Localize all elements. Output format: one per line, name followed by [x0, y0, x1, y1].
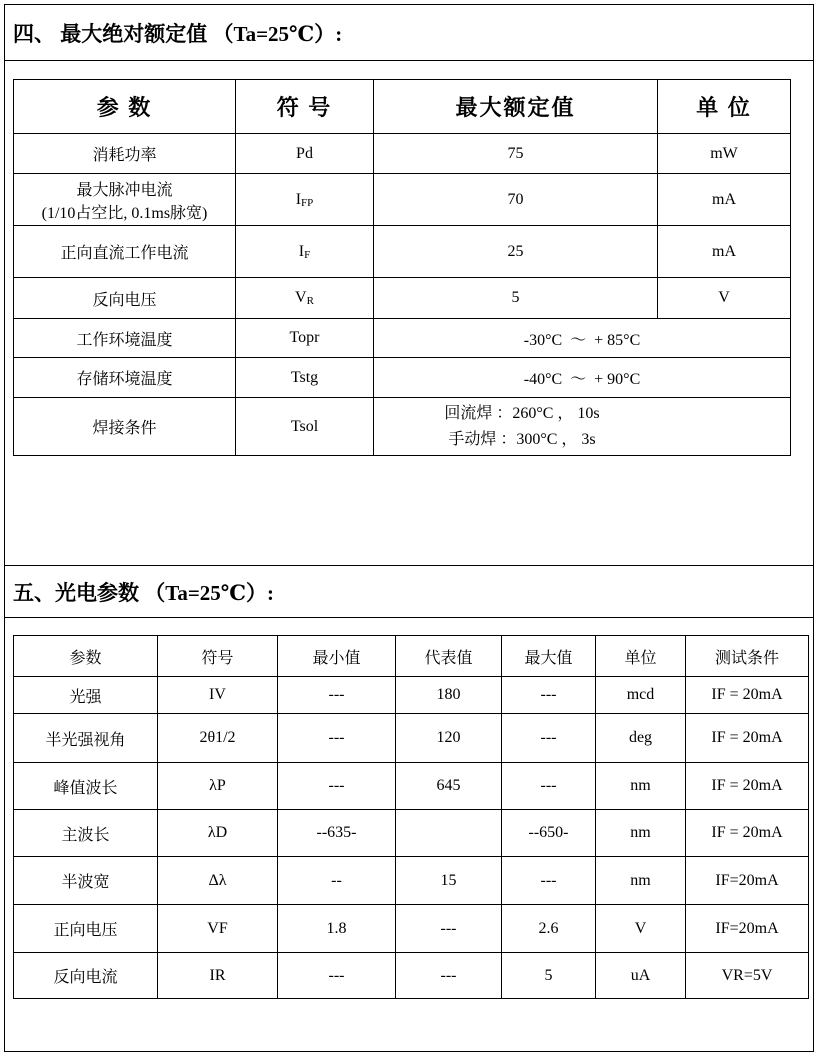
param-cell: 存储环境温度	[14, 358, 236, 398]
value-cell: -40°C ～ + 90°C	[374, 358, 791, 398]
param-cell: 焊接条件	[14, 398, 236, 456]
min-cell: ---	[278, 763, 396, 810]
table-row	[14, 174, 791, 226]
table-row	[14, 398, 791, 456]
header-symbol: 符 号	[236, 80, 374, 134]
header-max-value: 最大额定值	[374, 80, 658, 134]
table-row	[14, 763, 809, 810]
min-cell: ---	[278, 677, 396, 714]
unit-cell: nm	[596, 857, 686, 905]
section-title-max-ratings: 四、 最大绝对额定值 （Ta=25℃）:	[5, 5, 813, 61]
max-cell: ---	[502, 677, 596, 714]
value-cell: 5	[374, 278, 658, 319]
header-max: 最大值	[502, 636, 596, 677]
symbol-main: I	[295, 190, 302, 208]
condition-cell: IF = 20mA	[686, 763, 809, 810]
symbol-cell: λP	[158, 763, 278, 810]
max-cell: ---	[502, 714, 596, 763]
symbol-cell: Tsol	[236, 398, 374, 456]
max-cell: ---	[502, 763, 596, 810]
section-title-optical-params: 五、光电参数 （Ta=25℃）:	[5, 565, 813, 618]
typical-cell: 180	[396, 677, 502, 714]
param-cell: 光强	[14, 677, 158, 714]
unit-cell: uA	[596, 953, 686, 999]
unit-cell: mcd	[596, 677, 686, 714]
condition-cell: IF = 20mA	[686, 810, 809, 857]
param-cell: 半波宽	[14, 857, 158, 905]
symbol-cell: IV	[158, 677, 278, 714]
param-cell: 半光强视角	[14, 714, 158, 763]
unit-cell: mA	[658, 174, 791, 226]
param-line: 最大脉冲电流	[76, 181, 173, 199]
header-test-condition: 测试条件	[686, 636, 809, 677]
header-unit: 单 位	[658, 80, 791, 134]
table-header-row	[14, 636, 809, 677]
symbol-cell: IR	[158, 953, 278, 999]
typical-cell: 645	[396, 763, 502, 810]
table-row	[14, 714, 809, 763]
header-typical: 代表值	[396, 636, 502, 677]
param-cell: 正向电压	[14, 905, 158, 953]
max-cell: --650-	[502, 810, 596, 857]
condition-cell: VR=5V	[686, 953, 809, 999]
condition-cell: IF = 20mA	[686, 677, 809, 714]
value-cell: 25	[374, 226, 658, 278]
symbol-subscript: F	[304, 248, 311, 261]
param-note: (1/10占空比, 0.1ms脉宽)	[41, 204, 208, 222]
value-cell: -30°C ～ + 85°C	[374, 319, 791, 358]
table-row	[14, 953, 809, 999]
typical-cell: 15	[396, 857, 502, 905]
symbol-cell: Pd	[236, 134, 374, 174]
typical-cell: ---	[396, 905, 502, 953]
unit-cell: deg	[596, 714, 686, 763]
condition-cell: IF=20mA	[686, 905, 809, 953]
value-cell: 70	[374, 174, 658, 226]
header-symbol: 符号	[158, 636, 278, 677]
symbol-cell	[236, 174, 374, 226]
table-row	[14, 905, 809, 953]
unit-cell: V	[658, 278, 791, 319]
symbol-main: I	[298, 242, 305, 260]
symbol-main: V	[295, 289, 307, 306]
table-row	[14, 857, 809, 905]
min-cell: ---	[278, 714, 396, 763]
param-cell: 峰值波长	[14, 763, 158, 810]
value-line: 回流焊 ：260°C ， 10s	[444, 404, 600, 422]
value-cell	[374, 398, 791, 456]
symbol-cell: VF	[158, 905, 278, 953]
table-row	[14, 358, 791, 398]
typical-cell: ---	[396, 953, 502, 999]
header-unit: 单位	[596, 636, 686, 677]
table-row	[14, 278, 791, 319]
symbol-subscript: FP	[301, 196, 314, 209]
unit-cell: V	[596, 905, 686, 953]
unit-cell: nm	[596, 763, 686, 810]
param-cell: 正向直流工作电流	[14, 226, 236, 278]
param-cell: 反向电压	[14, 278, 236, 319]
typical-cell: 120	[396, 714, 502, 763]
table-row	[14, 810, 809, 857]
symbol-cell: Topr	[236, 319, 374, 358]
header-min: 最小值	[278, 636, 396, 677]
param-cell: 消耗功率	[14, 134, 236, 174]
symbol-cell	[236, 278, 374, 319]
symbol-cell: Δλ	[158, 857, 278, 905]
unit-cell: nm	[596, 810, 686, 857]
param-cell: 反向电流	[14, 953, 158, 999]
symbol-cell	[236, 226, 374, 278]
value-line: 手动焊 ：300°C ， 3s	[448, 430, 596, 448]
param-cell	[14, 174, 236, 226]
symbol-subscript: R	[306, 295, 314, 307]
max-cell: 2.6	[502, 905, 596, 953]
symbol-cell: Tstg	[236, 358, 374, 398]
min-cell: 1.8	[278, 905, 396, 953]
table-row	[14, 677, 809, 714]
table-row	[14, 134, 791, 174]
unit-cell: mW	[658, 134, 791, 174]
min-cell: ---	[278, 953, 396, 999]
table-row	[14, 319, 791, 358]
condition-cell: IF = 20mA	[686, 714, 809, 763]
max-cell: ---	[502, 857, 596, 905]
unit-cell: mA	[658, 226, 791, 278]
min-cell: --	[278, 857, 396, 905]
condition-cell: IF=20mA	[686, 857, 809, 905]
symbol-cell: λD	[158, 810, 278, 857]
optical-params-table	[13, 635, 809, 999]
header-param: 参数	[14, 636, 158, 677]
typical-cell	[396, 810, 502, 857]
value-cell: 75	[374, 134, 658, 174]
max-ratings-table	[13, 79, 791, 456]
min-cell: --635-	[278, 810, 396, 857]
table-row	[14, 226, 791, 278]
max-cell: 5	[502, 953, 596, 999]
table-header-row	[14, 80, 791, 134]
param-cell: 工作环境温度	[14, 319, 236, 358]
param-cell: 主波长	[14, 810, 158, 857]
header-param: 参 数	[14, 80, 236, 134]
symbol-cell: 2θ1/2	[158, 714, 278, 763]
page-frame	[4, 4, 814, 1052]
